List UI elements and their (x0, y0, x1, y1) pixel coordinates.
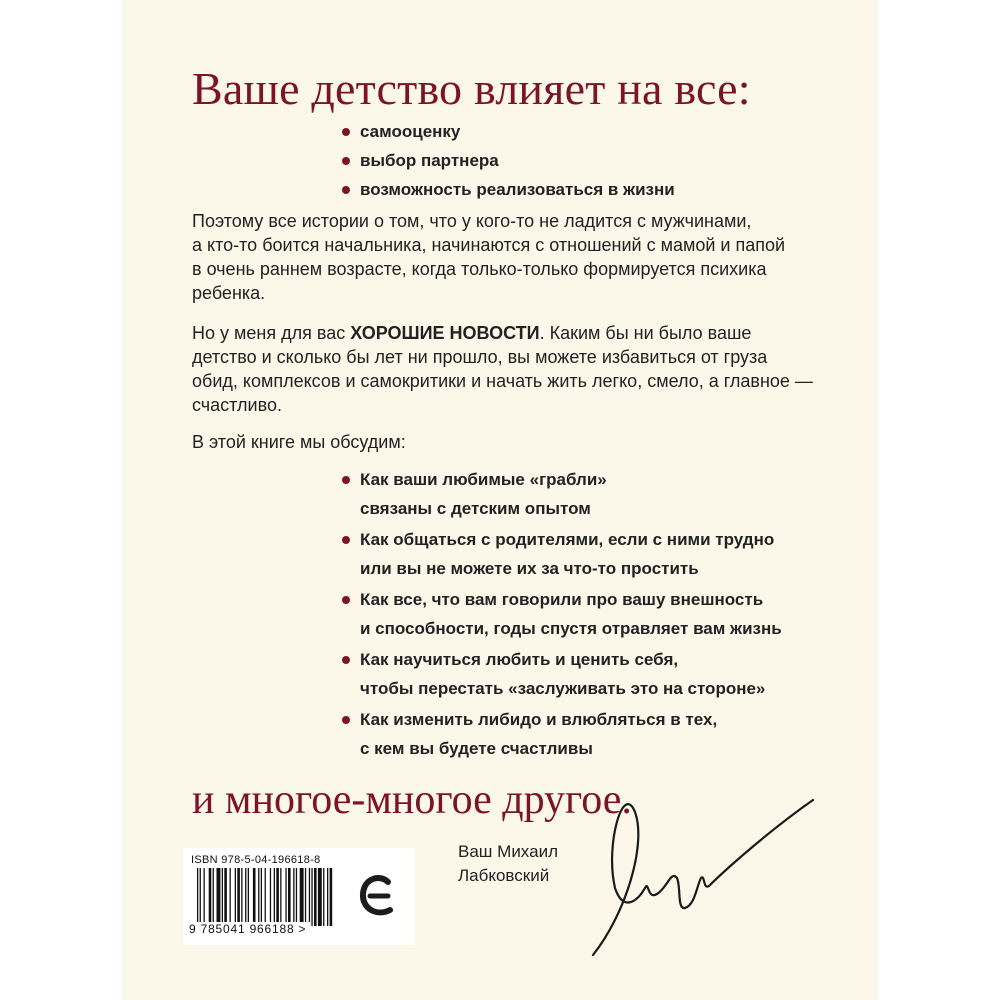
barcode-bar (213, 868, 214, 926)
barcode-bar (200, 868, 201, 926)
barcode-bar (237, 868, 240, 926)
barcode-bar (296, 868, 297, 926)
barcode-bar (265, 868, 266, 926)
barcode-bar (217, 868, 221, 926)
barcode-bar (197, 868, 198, 926)
barcode-bar (204, 868, 205, 926)
cover-heading: Ваше детство влияет на все: (192, 63, 751, 114)
barcode-bar (285, 868, 286, 926)
bullet-icon (342, 476, 350, 484)
topics-list (342, 465, 782, 765)
barcode-bar (276, 868, 279, 926)
barcode-bar (253, 868, 256, 926)
barcode-bar (245, 868, 246, 926)
list-item: Как ваши любимые «грабли» связаны с детским опытом (342, 465, 782, 523)
barcode-bar (330, 868, 333, 926)
paragraph-good-news: Но у меня для вас ХОРОШИЕ НОВОСТИ. Каким бы ни было ваше детство и сколько бы лет ни прошло, вы можете избавиться от груза обид, комплексов и самокритики и начать жить легко, смело, а главное — счастливо. (192, 323, 813, 415)
influence-list (342, 117, 675, 204)
list-item: возможность реализоваться в жизни (342, 175, 675, 204)
barcode-bar (241, 868, 242, 926)
barcode-bar (248, 868, 249, 926)
closing-line: и многое-многое другое. (192, 777, 632, 823)
barcode-bar (305, 868, 306, 926)
barcode-bar (209, 868, 212, 926)
barcode-bar (261, 868, 262, 926)
bullet-icon (342, 128, 350, 136)
barcode-bar (230, 868, 231, 926)
barcode-bar (309, 868, 310, 926)
bullet-icon (342, 536, 350, 544)
barcode-bar (270, 868, 271, 926)
bullet-icon (342, 186, 350, 194)
barcode-bar (258, 868, 259, 926)
paragraph-childhood: Поэтому все истории о том, что у кого-то не ладится с мужчинами, а кто-то боится начальника, начинаются с отношений с мамой и папой в очень раннем возрасте, когда только-только формируется психика ребенка. (192, 211, 786, 303)
list-item: выбор партнера (342, 146, 675, 175)
list-item: самооценку (342, 117, 675, 146)
barcode-bar (314, 868, 317, 926)
barcode-bar (224, 868, 227, 926)
paragraph-book-intro: В этой книге мы обсудим: (192, 432, 406, 452)
bullet-icon (342, 656, 350, 664)
list-item: Как изменить либидо и влюбляться в тех, с кем вы будете счастливы (342, 705, 782, 763)
barcode-bar (280, 868, 281, 926)
bullet-icon (342, 716, 350, 724)
eksmo-logo-icon (358, 872, 398, 920)
author-signoff: Ваш Михаил Лабковский (458, 842, 558, 885)
handwritten-signature (585, 790, 815, 960)
barcode-bar (288, 868, 291, 926)
list-item: Как общаться с родителями, если с ними трудно или вы не можете их за что-то простить (342, 525, 782, 583)
barcode-digits: 9 785041 966188 > (189, 922, 310, 936)
list-item: Как все, что вам говорили про вашу внешность и способности, годы спустя отравляет вам жизнь (342, 585, 782, 643)
isbn-label: ISBN 978-5-04-196618-8 (191, 854, 321, 866)
good-news-emphasis: ХОРОШИЕ НОВОСТИ (350, 323, 540, 343)
barcode-bar (274, 868, 275, 926)
bullet-icon (342, 596, 350, 604)
barcode-bar (327, 868, 328, 926)
barcode-bar (235, 868, 236, 926)
bullet-icon (342, 157, 350, 165)
barcode-bar (318, 868, 322, 926)
barcode-bar (222, 868, 223, 926)
barcode-bar (293, 868, 294, 926)
barcode-bar (311, 868, 312, 926)
barcode-bar (300, 868, 304, 926)
list-item: Как научиться любить и ценить себя, чтобы перестать «заслуживать это на стороне» (342, 645, 782, 703)
barcode-bar (323, 868, 324, 926)
